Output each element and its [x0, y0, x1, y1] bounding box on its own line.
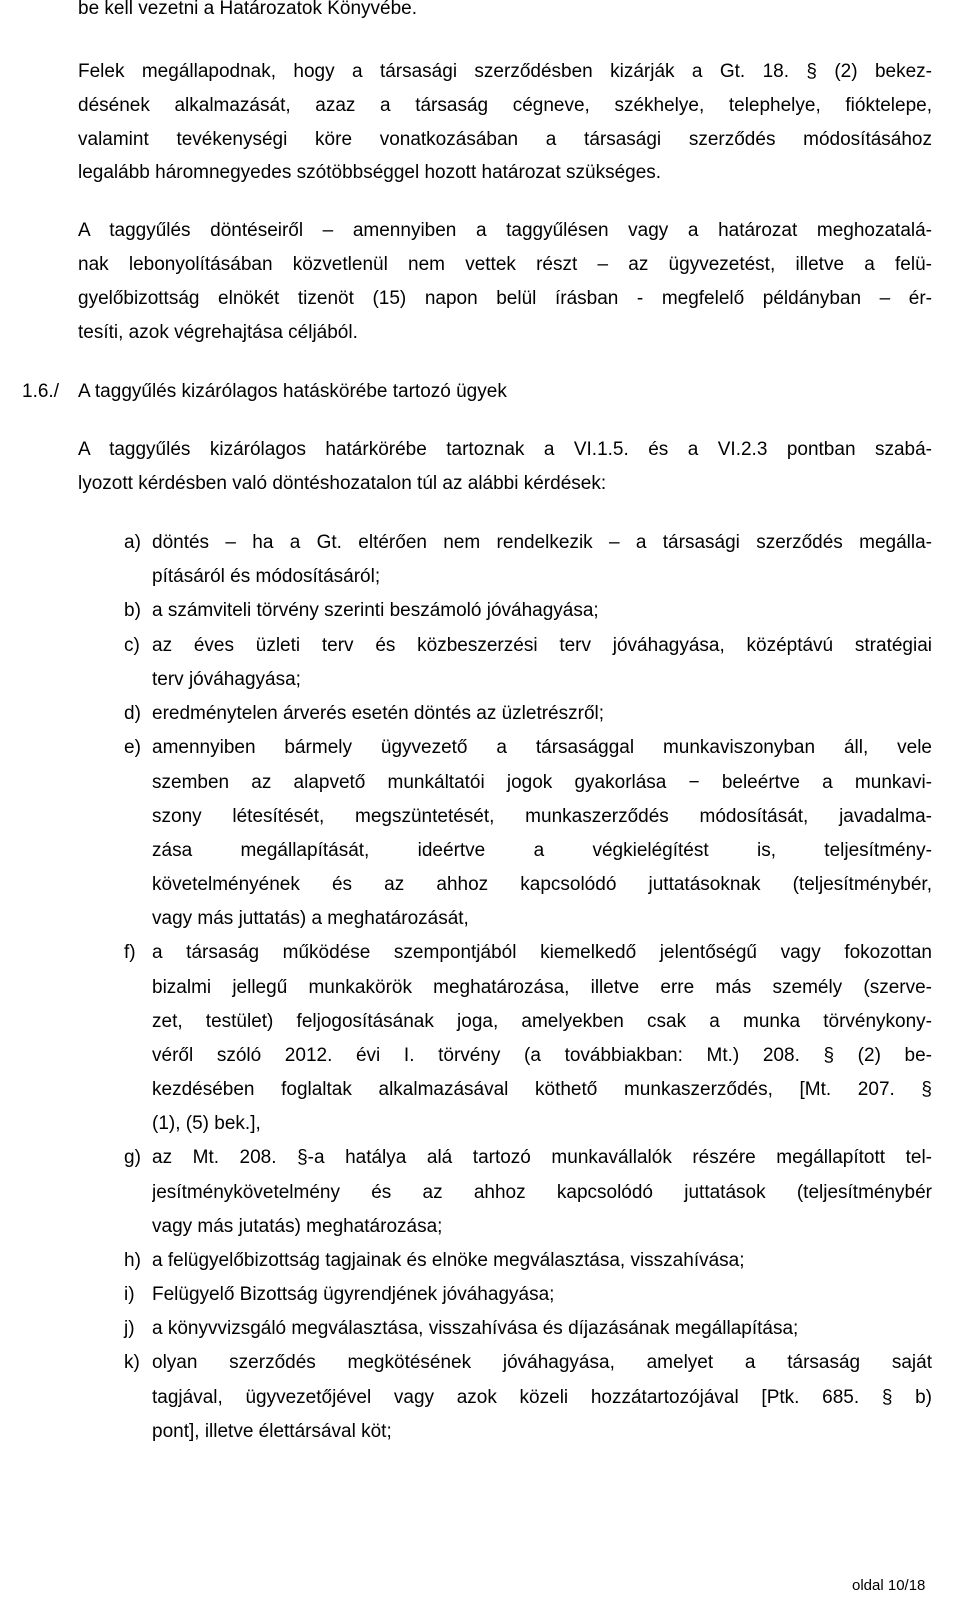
list-item-text: terv jóváhagyása;: [152, 669, 301, 690]
list-item-text: szemben az alapvető munkáltatói jogok gyakorlása − beleértve a munkavi-: [152, 772, 932, 793]
list-item-text: jesítménykövetelmény és az ahhoz kapcsolódó juttatások (teljesítménybér: [152, 1182, 932, 1203]
text-line: legalább háromnegyedes szótöbbséggel hozott határozat szükséges.: [78, 162, 662, 183]
list-item-label: e): [124, 737, 141, 758]
text-line: A taggyűlés kizárólagos határkörébe tartoznak a VI.1.5. és a VI.2.3 pontban szabá-: [78, 439, 932, 460]
list-item-label: d): [124, 703, 141, 724]
list-item-text: amennyiben bármely ügyvezető a társasággal munkaviszonyban áll, vele: [152, 737, 932, 758]
text-line: A taggyűlés döntéseiről – amennyiben a taggyűlésen vagy a határozat meghozatalá-: [78, 220, 932, 241]
list-item-text: a társaság működése szempontjából kiemelkedő jelentőségű vagy fokozottan: [152, 942, 932, 963]
list-item-text: a számviteli törvény szerinti beszámoló jóváhagyása;: [152, 600, 599, 621]
list-item-text: bizalmi jellegű munkakörök meghatározása, illetve erre más személy (szerve-: [152, 977, 932, 998]
list-item-text: kezdésében foglaltak alkalmazásával köthető munkaszerződés, [Mt. 207. §: [152, 1079, 932, 1100]
list-item-text: zása megállapítását, ideértve a végkielégítést is, teljesítmény-: [152, 840, 932, 861]
list-item-text: pításáról és módosításáról;: [152, 566, 381, 587]
text-line: tesíti, azok végrehajtása céljából.: [78, 322, 358, 343]
list-item-label: g): [124, 1147, 141, 1168]
list-item-text: Felügyelő Bizottság ügyrendjének jóváhagyása;: [152, 1284, 555, 1305]
text-line: valamint tevékenységi köre vonatkozásában a társasági szerződés módosításához: [78, 129, 932, 150]
list-item-text: (1), (5) bek.],: [152, 1113, 261, 1134]
list-item-text: a könyvvizsgáló megválasztása, visszahívása és díjazásának megállapítása;: [152, 1318, 799, 1339]
list-item-label: i): [124, 1284, 135, 1305]
list-item-label: h): [124, 1250, 141, 1271]
text-line: Felek megállapodnak, hogy a társasági szerződésben kizárják a Gt. 18. § (2) bekez-: [78, 61, 932, 82]
list-item-label: a): [124, 532, 141, 553]
list-item-text: eredménytelen árverés esetén döntés az üzletrészről;: [152, 703, 605, 724]
text-line: gyelőbizottság elnökét tizenöt (15) napon belül írásban - megfelelő példányban – ér-: [78, 288, 932, 309]
page-number: oldal 10/18: [852, 1577, 926, 1594]
list-item-text: a felügyelőbizottság tagjainak és elnöke megválasztása, visszahívása;: [152, 1250, 745, 1271]
text-line: désének alkalmazását, azaz a társaság cégneve, székhelye, telephelye, fióktelepe,: [78, 95, 932, 116]
list-item-label: j): [124, 1318, 135, 1339]
list-item-text: olyan szerződés megkötésének jóváhagyása, amelyet a társaság saját: [152, 1352, 932, 1373]
list-item-label: c): [124, 635, 140, 656]
text-line: nak lebonyolításában közvetlenül nem vettek részt – az ügyvezetést, illetve a felü-: [78, 254, 932, 275]
list-item-text: döntés – ha a Gt. eltérően nem rendelkezik – a társasági szerződés megálla-: [152, 532, 932, 553]
list-item-text: az éves üzleti terv és közbeszerzési terv jóváhagyása, középtávú stratégiai: [152, 635, 932, 656]
list-item-text: vagy más juttatás) a meghatározását,: [152, 908, 469, 929]
list-item-text: tagjával, ügyvezetőjével vagy azok közeli hozzátartozójával [Ptk. 685. § b): [152, 1387, 932, 1408]
list-item-text: véről szóló 2012. évi I. törvény (a továbbiakban: Mt.) 208. § (2) be-: [152, 1045, 932, 1066]
list-item-text: követelményének és az ahhoz kapcsolódó juttatásoknak (teljesítménybér,: [152, 874, 932, 895]
section-number: 1.6./: [22, 381, 59, 402]
text-line: be kell vezetni a Határozatok Könyvébe.: [78, 0, 418, 19]
list-item-text: vagy más jutatás) meghatározása;: [152, 1216, 443, 1237]
list-item-text: pont], illetve élettársával köt;: [152, 1421, 392, 1442]
text-line: lyozott kérdésben való döntéshozatalon túl az alábbi kérdések:: [78, 473, 607, 494]
list-item-text: zet, testület) feljogosításának joga, amelyekben csak a munka törvénykony-: [152, 1011, 932, 1032]
list-item-label: k): [124, 1352, 140, 1373]
list-item-label: f): [124, 942, 136, 963]
list-item-text: az Mt. 208. §-a hatálya alá tartozó munkavállalók részére megállapított tel-: [152, 1147, 932, 1168]
list-item-label: b): [124, 600, 141, 621]
section-heading: A taggyűlés kizárólagos hatáskörébe tartozó ügyek: [78, 381, 507, 402]
list-item-text: szony létesítését, megszüntetését, munkaszerződés módosítását, javadalma-: [152, 806, 932, 827]
